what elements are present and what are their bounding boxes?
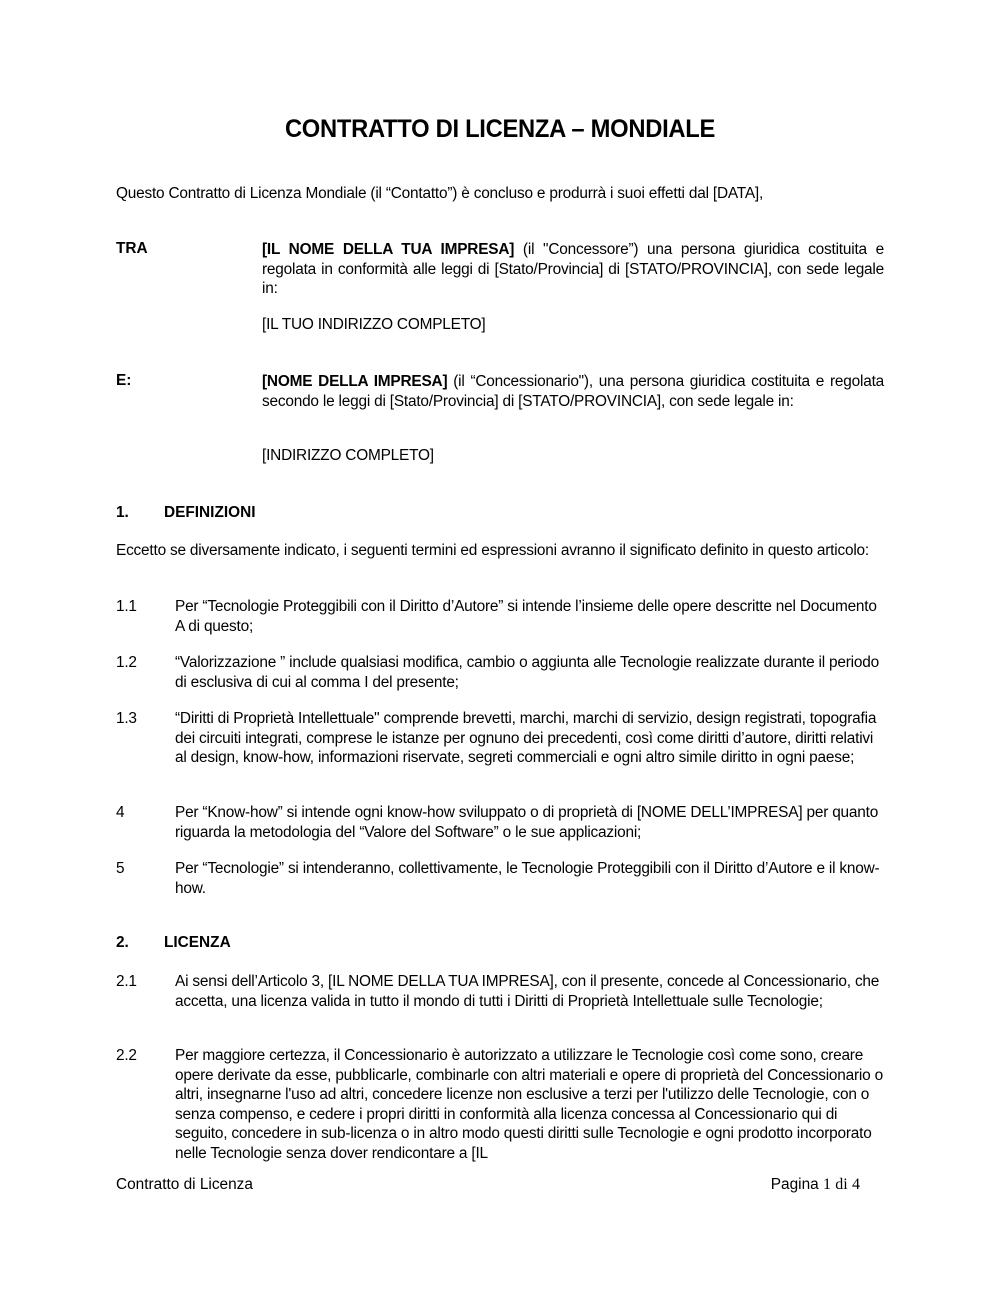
footer-page-number <box>771 1176 860 1194</box>
party-licensee-description <box>262 372 884 411</box>
item-text: Per “Tecnologie” si intenderanno, collettivamente, le Tecnologie Proteggibili con il Diritto d’Autore e il know-how. <box>175 860 880 897</box>
party-licensor-description <box>262 240 884 299</box>
item-number: 4 <box>116 804 125 821</box>
item-text: Per “Tecnologie Proteggibili con il Diritto d’Autore” si intende l’insieme delle opere descritte nel Documento A di questo; <box>175 598 877 635</box>
section-number: 2. <box>116 934 129 951</box>
section-title: LICENZA <box>164 934 231 951</box>
item-text: Ai sensi dell’Articolo 3, [IL NOME DELLA TUA IMPRESA], con il presente, concede al Concessionario, che accetta, una licenza valida in tutto il mondo di tutti i Diritti di Proprietà Intellettuale sulle Tecnologie; <box>175 973 880 1010</box>
item-number: 2.1 <box>116 973 137 990</box>
item-number: 2.2 <box>116 1047 137 1064</box>
party-licensor-text: (il "Concessore”) una persona giuridica costituita e regolata in conformità alle leggi di [Stato/Provincia] di [STATO/PROVINCIA], con sede legale in: <box>262 241 884 297</box>
document-title: CONTRATTO DI LICENZA – MONDIALE <box>284 115 716 143</box>
item-text: Per “Know-how” si intende ogni know-how sviluppato o di proprietà di [NOME DELL’IMPRESA] per quanto riguarda la metodologia del “Valore del Software” o le sue applicazioni; <box>175 804 879 841</box>
page-label: Pagina <box>770 1176 819 1193</box>
current-page: 1 <box>822 1176 831 1193</box>
item-text: Per maggiore certezza, il Concessionario è autorizzato a utilizzare le Tecnologie così come sono, creare opere derivate da esse, pubblicarle, combinarle con altri materiali e opere di proprietà del Concessionario o altri, insegnarne l'uso ad altri, concedere licenze non esclusive a terzi per l'utilizzo delle Tecnologie, con o senza compenso, e cedere i propri diritti in conformità alla licenza concessa al Concessionario qui di seguito, concedere in sub-licenza o in altro modo questi diritti sulle Tecnologie e ogni prodotto incorporato nelle Tecnologie senza dover rendicontare a [IL <box>175 1047 883 1162</box>
item-text: “Diritti di Proprietà Intellettuale" comprende brevetti, marchi, marchi di servizio, design registrati, topografia dei circuiti integrati, comprese le istanze per ognuno dei precedenti, così come diritti d’autore, diritti relativi al design, know-how, informazioni riservate, segreti commerciali e ogni altro simile diritto in ogni paese; <box>175 710 877 766</box>
section-heading-definizioni <box>116 504 256 522</box>
party-licensee-address: [INDIRIZZO COMPLETO] <box>262 447 434 464</box>
section-title: DEFINIZIONI <box>164 504 256 521</box>
party-licensee-name: [NOME DELLA IMPRESA] <box>262 373 448 390</box>
total-pages: 4 <box>852 1176 860 1193</box>
item-number: 1.2 <box>116 654 137 671</box>
of-label: di <box>835 1176 848 1193</box>
section-heading-licenza <box>116 934 231 952</box>
section-number: 1. <box>116 504 129 521</box>
section-intro: Eccetto se diversamente indicato, i seguenti termini ed espressioni avranno il significato definito in questo articolo: <box>116 542 869 559</box>
party-licensor-address: [IL TUO INDIRIZZO COMPLETO] <box>262 316 486 333</box>
party-label-e: E: <box>116 372 132 389</box>
item-text: “Valorizzazione ” include qualsiasi modifica, cambio o aggiunta alle Tecnologie realizzate durante il periodo di esclusiva di cui al comma I del presente; <box>175 654 879 691</box>
item-number: 1.1 <box>116 598 137 615</box>
footer-document-name: Contratto di Licenza <box>116 1176 253 1193</box>
intro-paragraph: Questo Contratto di Licenza Mondiale (il “Contatto”) è concluso e produrrà i suoi effetti dal [DATA], <box>116 185 764 202</box>
item-number: 1.3 <box>116 710 137 727</box>
party-label-tra: TRA <box>116 240 148 257</box>
party-licensor-name: [IL NOME DELLA TUA IMPRESA] <box>262 241 515 258</box>
party-licensee-text: (il “Concessionario"), una persona giuridica costituita e regolata secondo le leggi di [Stato/Provincia] di [STATO/PROVINCIA], con sede legale in: <box>262 373 884 410</box>
item-number: 5 <box>116 860 125 877</box>
